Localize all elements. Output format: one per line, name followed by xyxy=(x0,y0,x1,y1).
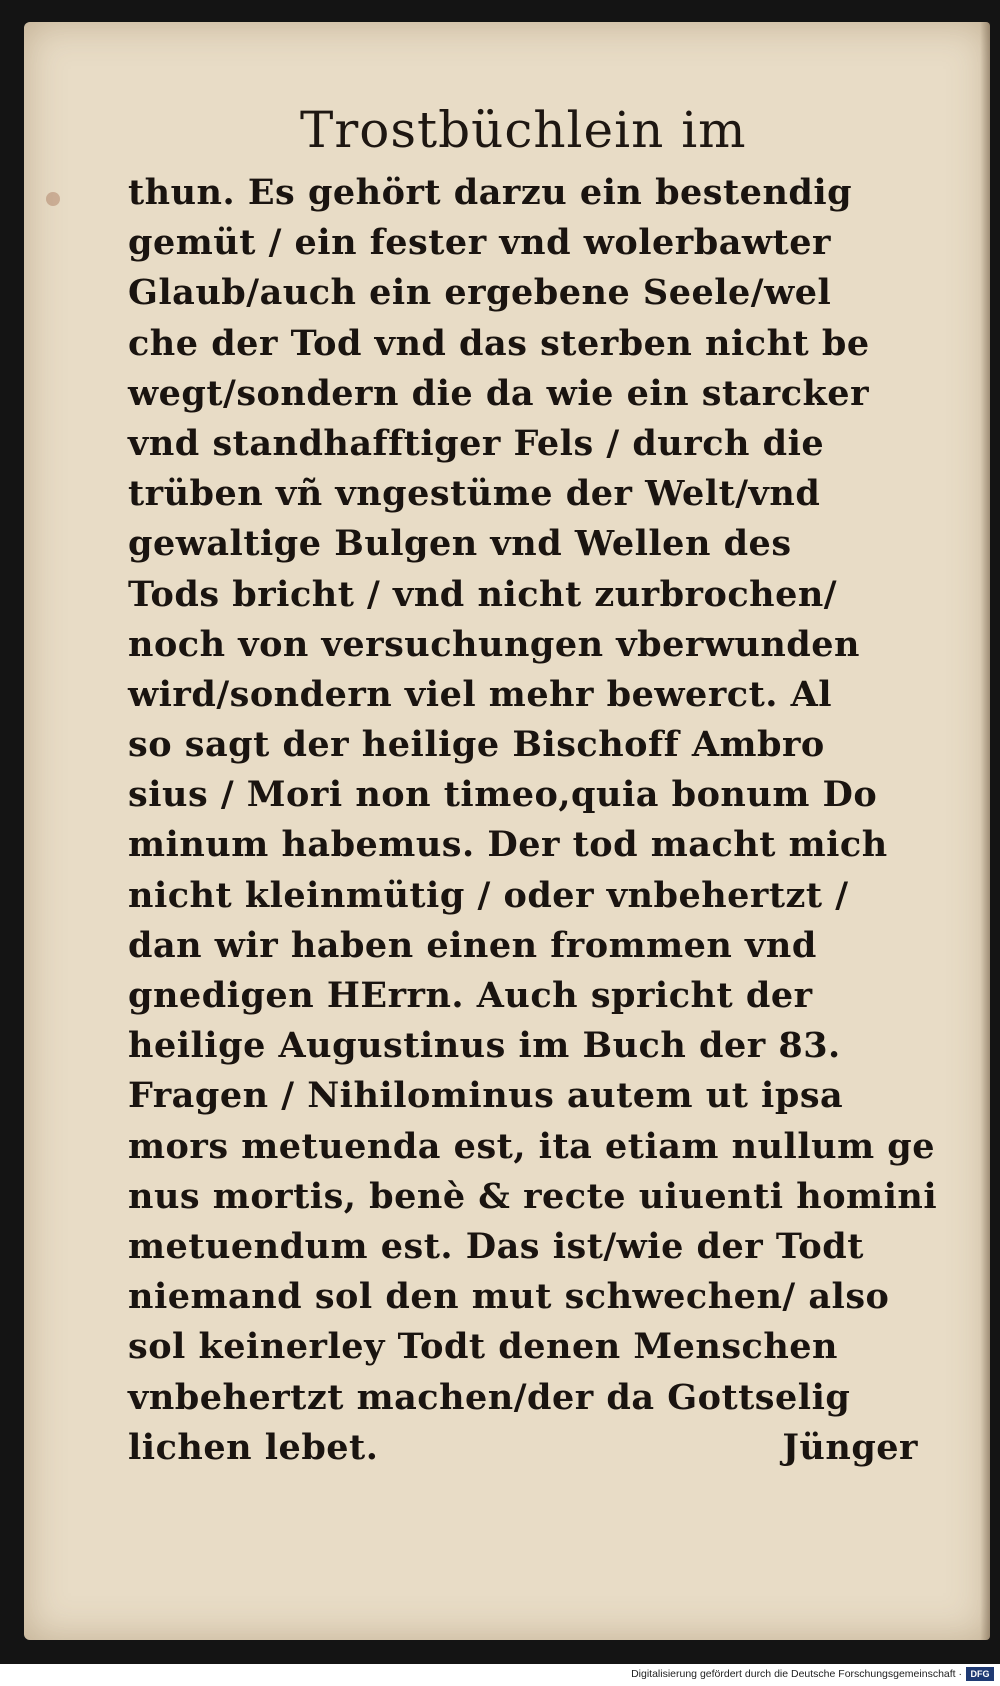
page-edge-shadow xyxy=(980,22,990,1640)
text-line-13: sius / Mori non timeo,quia bonum Do xyxy=(128,774,878,816)
paper-stain xyxy=(46,192,60,206)
text-line-22: metuendum est. Das ist/wie der Todt xyxy=(128,1225,864,1267)
text-line-4: che der Tod vnd das sterben nicht be xyxy=(128,322,870,364)
text-line-7: trüben vñ vngestüme der Welt/vnd xyxy=(128,473,821,515)
text-line-21: nus mortis, benè & recte uiuenti homini xyxy=(128,1175,938,1217)
text-line-25: vnbehertzt machen/der da Gottselig xyxy=(128,1376,851,1418)
text-line-10: noch von versuchungen vberwunden xyxy=(128,623,860,665)
digitization-footer xyxy=(0,1664,1000,1686)
text-line-14: minum habemus. Der tod macht mich xyxy=(128,824,888,866)
text-line-16: dan wir haben einen frommen vnd xyxy=(128,924,817,966)
last-line-text: lichen lebet. xyxy=(128,1426,379,1468)
footer-credit: Digitalisierung gefördert durch die Deutsche Forschungsgemeinschaft · xyxy=(631,1668,962,1680)
text-line-24: sol keinerley Todt denen Menschen xyxy=(128,1326,839,1368)
text-line-18: heilige Augustinus im Buch der 83. xyxy=(128,1025,841,1067)
catchword: Jünger xyxy=(782,1426,918,1468)
text-line-1: thun. Es gehört darzu ein bestendig xyxy=(128,172,853,213)
text-line-20: mors metuenda est, ita etiam nullum ge xyxy=(128,1125,936,1167)
text-line-5: wegt/sondern die da wie ein starcker xyxy=(128,372,870,414)
text-line-3: Glaub/auch ein ergebene Seele/wel xyxy=(128,272,832,314)
text-line-12: so sagt der heilige Bischoff Ambro xyxy=(128,724,825,766)
text-line-last xyxy=(128,1423,918,1473)
text-line-6: vnd standhafftiger Fels / durch die xyxy=(128,422,825,464)
text-line-9: Tods bricht / vnd nicht zurbrochen/ xyxy=(128,573,838,615)
running-head: Trostbüchlein im xyxy=(300,101,747,159)
text-line-8: gewaltige Bulgen vnd Wellen des xyxy=(128,523,792,565)
text-line-23: niemand sol den mut schwechen/ also xyxy=(128,1276,890,1318)
body-text xyxy=(128,168,938,1473)
dfg-logo-icon: DFG xyxy=(966,1667,994,1681)
text-line-15: nicht kleinmütig / oder vnbehertzt / xyxy=(128,874,849,916)
text-line-2: gemüt / ein fester vnd wolerbawter xyxy=(128,222,831,264)
text-line-17: gnedigen HErrn. Auch spricht der xyxy=(128,975,813,1016)
text-line-19: Fragen / Nihilominus autem ut ipsa xyxy=(128,1075,844,1117)
text-line-11: wird/sondern viel mehr bewerct. Al xyxy=(128,673,833,715)
